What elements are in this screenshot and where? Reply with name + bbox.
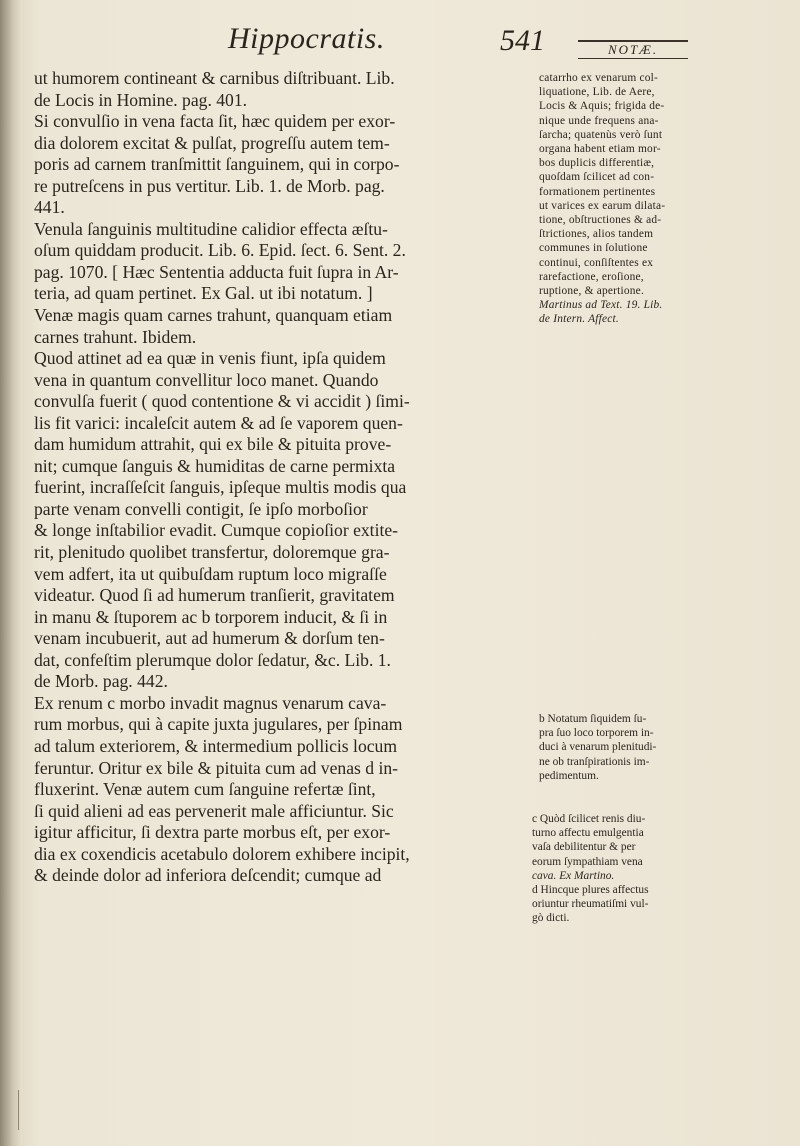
note-line: pra ſuo loco torporem in- <box>539 727 654 740</box>
note-line: de Intern. Affect. <box>539 313 619 326</box>
text-line: dia dolorem excitat & pulſat, progreſſu autem tem- <box>34 132 390 153</box>
text-line: de Morb. pag. 442. <box>34 671 168 692</box>
text-line: fluxerint. Venæ autem cum ſanguine refertæ ſint, <box>34 779 376 800</box>
text-line: in manu & ſtuporem ac b torporem inducit, & ſi in <box>34 606 388 627</box>
note-line: c Quòd ſcilicet renis diu- <box>532 813 646 825</box>
text-line: Venæ magis quam carnes trahunt, quanquam etiam <box>34 305 393 326</box>
text-line: rit, plenitudo quolibet transfertur, doloremque gra- <box>34 542 390 563</box>
text-line: videatur. Quod ſi ad humerum tranſierit, gravitatem <box>34 585 395 606</box>
note-line: ruptione, & apertione. <box>539 285 644 298</box>
note-line: turno affectu emulgentia <box>532 827 644 840</box>
note-line: nique unde frequens ana- <box>539 114 659 127</box>
note-line: ut varices ex earum dilata- <box>539 199 666 212</box>
page-number: 541 <box>500 24 545 57</box>
text-line: Ex renum c morbo invadit magnus venarum cava- <box>34 692 387 713</box>
text-line: pag. 1070. [ Hæc Sententia adducta fuit ſupra in Ar- <box>34 261 399 282</box>
footnotes-c-d <box>532 812 768 926</box>
margin-mark <box>18 1090 33 1130</box>
note-line: Martinus ad Text. 19. Lib. <box>539 299 663 312</box>
note-line: bos duplicis differentiæ, <box>539 157 655 170</box>
note-line: communes in ſolutione <box>539 242 648 255</box>
text-line: convulſa fuerit ( quod contentione & vi accidit ) ſimi- <box>34 391 410 412</box>
text-line: parte venam convelli contigit, ſe ipſo morboſior <box>34 498 368 519</box>
text-line: teria, ad quam pertinet. Ex Gal. ut ibi notatum. ] <box>34 283 373 304</box>
note-line: cava. Ex Martino. <box>532 869 615 882</box>
running-head-title: Hippocratis. <box>228 22 385 55</box>
text-line: Si convulſio in vena facta ſit, hæc quidem per exor- <box>34 111 396 132</box>
text-line: Quod attinet ad ea quæ in venis fiunt, ipſa quidem <box>34 348 386 369</box>
text-line: Venula ſanguinis multitudine calidior effecta æſtu- <box>34 218 388 239</box>
note-line: gò dicti. <box>532 912 570 925</box>
note-line: quoſdam ſcilicet ad con- <box>539 171 655 184</box>
text-line: venam incubuerit, aut ad humerum & dorſum ten- <box>34 628 385 649</box>
text-line: re putreſcens in pus vertitur. Lib. 1. de Morb. pag. <box>34 175 385 196</box>
text-line: lis fit varici: incaleſcit autem & ad ſe vaporem quen- <box>34 412 403 433</box>
text-line: ad talum exteriorem, & intermedium pollicis locum <box>34 735 398 756</box>
text-line: & longe inſtabilior evadit. Cumque copioſior extite- <box>34 520 399 541</box>
note-line: organa habent etiam mor- <box>539 143 661 156</box>
note-line: continui, conſiſtentes ex <box>539 256 654 269</box>
text-line: de Locis in Homine. pag. 401. <box>34 89 248 110</box>
text-line: feruntur. Oritur ex bile & pituita cum ad venas d in- <box>34 757 398 778</box>
note-line: tione, obſtructiones & ad- <box>539 214 662 227</box>
text-line: poris ad carnem tranſmittit ſanguinem, qui in corpo- <box>34 154 400 175</box>
text-line: dat, confeſtim plerumque dolor ſedatur, &c. Lib. 1. <box>34 649 391 670</box>
text-line: ut humorem contineant & carnibus diſtribuant. Lib. <box>34 68 395 88</box>
text-line: oſum quiddam producit. Lib. 6. Epid. ſect. 6. Sent. 2. <box>34 240 406 261</box>
footnote-b <box>539 712 767 783</box>
note-line: liquatione, Lib. de Aere, <box>539 86 655 99</box>
text-line: ſi quid alieni ad eas pervenerit male afficiuntur. Sic <box>34 800 394 821</box>
marginal-notes-top <box>539 71 767 327</box>
note-line: rarefactione, eroſione, <box>539 270 644 283</box>
text-line: igitur afficitur, ſi dextra parte morbus eſt, per exor- <box>34 822 391 843</box>
binding-gutter <box>0 0 22 1146</box>
note-line: oriuntur rheumatiſmi vul- <box>532 898 649 911</box>
note-line: ne ob tranſpirationis im- <box>539 755 650 768</box>
text-line: carnes trahunt. Ibidem. <box>34 326 197 347</box>
text-line: dia ex coxendicis acetabulo dolorem exhibere incipit, <box>34 843 410 864</box>
note-line: Locis & Aquis; frigida de- <box>539 100 665 113</box>
notes-heading: NOTÆ. <box>578 40 688 59</box>
note-line: ſarcha; quatenùs verò ſunt <box>539 128 663 141</box>
text-line: vem adfert, ita ut quibuſdam ruptum loco migraſſe <box>34 563 387 584</box>
note-line: eorum ſympathiam vena <box>532 855 643 868</box>
text-line: 441. <box>34 197 65 218</box>
text-line: nit; cumque ſanguis & humiditas de carne permixta <box>34 455 396 476</box>
main-text-column <box>34 68 540 887</box>
note-line: d Hincque plures affectus <box>532 884 649 897</box>
text-line: vena in quantum convellitur loco manet. Quando <box>34 369 379 390</box>
note-line: b Notatum ſiquidem ſu- <box>539 713 647 725</box>
text-line: fuerint, incraſſeſcit ſanguis, ipſeque multis modis qua <box>34 477 407 498</box>
text-line: dam humidum attrahit, qui ex bile & pituita prove- <box>34 434 392 455</box>
text-line: rum morbus, qui à capite juxta jugulares, per ſpinam <box>34 714 403 735</box>
note-line: duci à venarum plenitudi- <box>539 741 657 754</box>
note-line: vaſa debilitentur & per <box>532 841 636 854</box>
note-line: ſtrictiones, alios tandem <box>539 228 654 241</box>
text-line: & deinde dolor ad inferiora deſcendit; cumque ad <box>34 865 382 886</box>
note-line: formationem pertinentes <box>539 185 656 198</box>
note-line: pedimentum. <box>539 769 599 782</box>
note-line: catarrho ex venarum col- <box>539 72 658 84</box>
